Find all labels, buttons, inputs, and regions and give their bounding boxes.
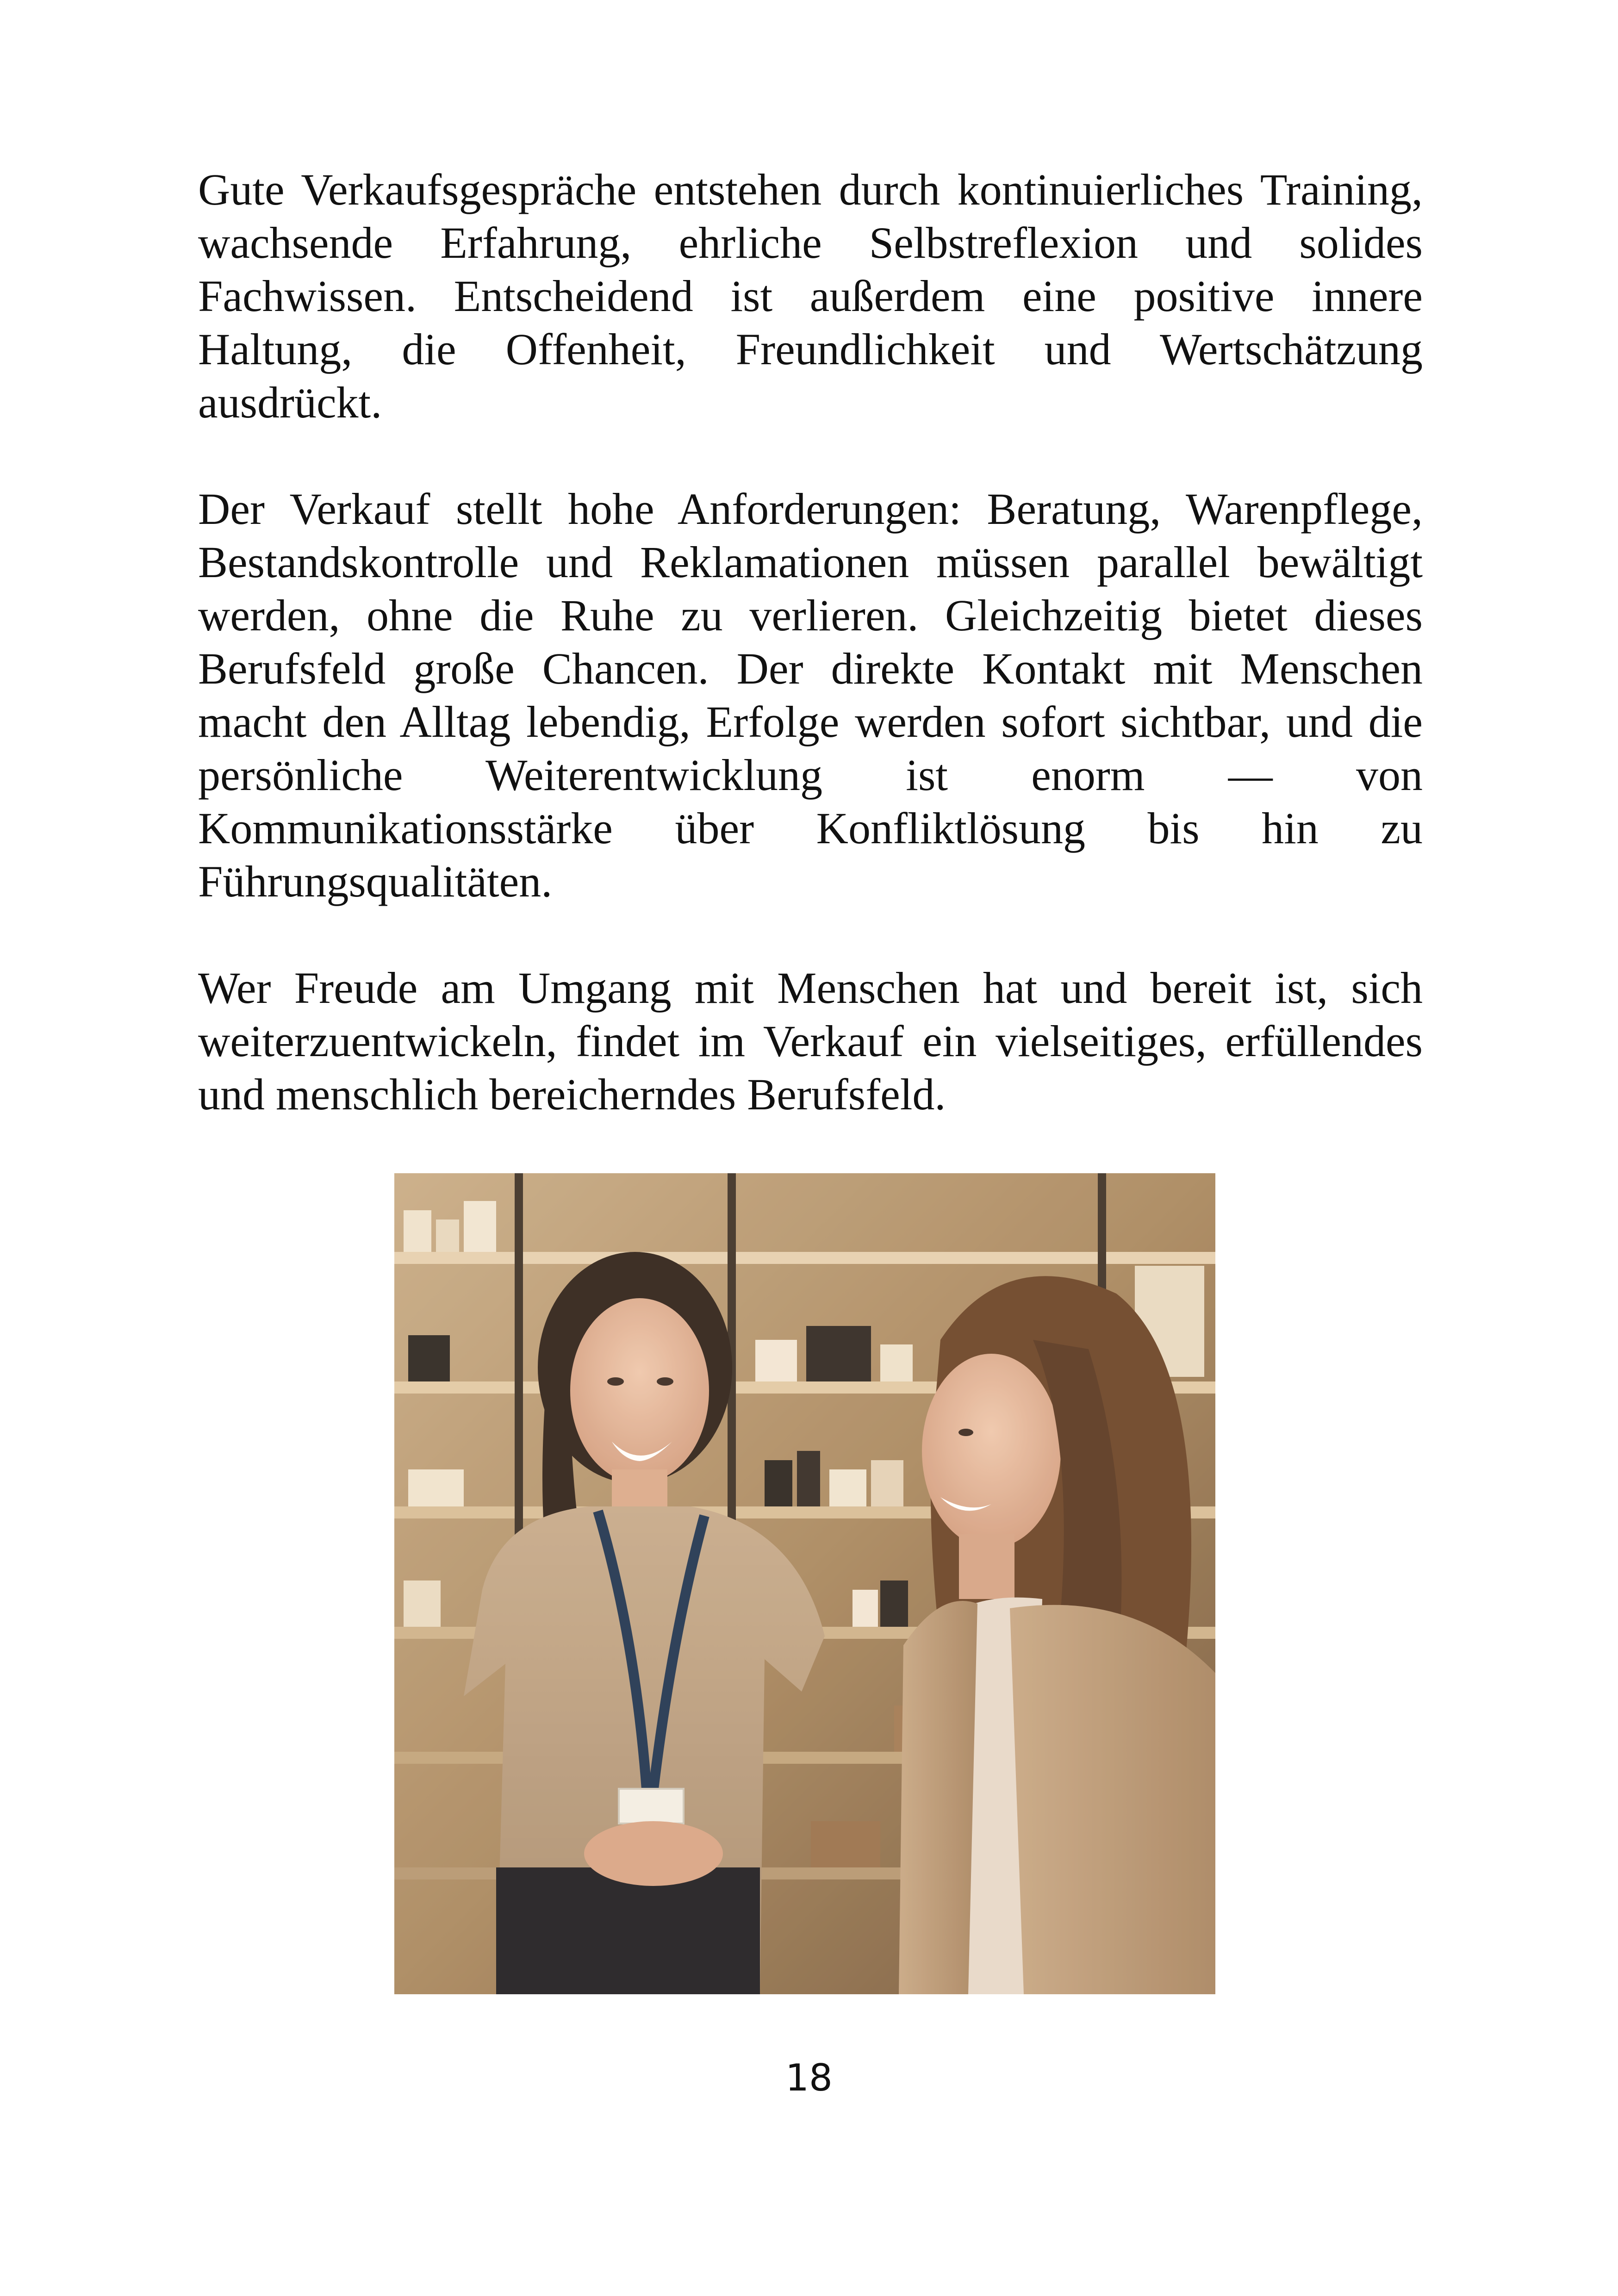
body-text	[198, 163, 1423, 1121]
paragraph-conclusion: Wer Freude am Umgang mit Menschen hat und bereit ist, sich weiterzuentwickeln, findet im Verkauf ein vielseitiges, erfüllendes und menschlich bereicherndes Berufsfeld.	[198, 963, 1423, 1119]
paragraph-requirements: Der Verkauf stellt hohe Anforderungen: Beratung, Warenpflege, Bestandskontrolle und Reklamationen müssen parallel bewältigt werden, ohne die Ruhe zu verlieren. Gleichzeitig bietet dieses Berufsfeld große Chancen. Der direkte Kontakt mit Menschen macht den Alltag lebendig, Erfolge werden sofort sichtbar, und die persönliche Weiterentwicklung ist enorm — von Kommunikationsstärke über Konfliktlösung bis hin zu Führungsqualitäten.	[198, 484, 1423, 906]
paragraph-training: Gute Verkaufsgespräche entstehen durch kontinuierliches Training, wachsende Erfahrung, ehrliche Selbstreflexion und solides Fachwissen. Entscheidend ist außerdem eine positive innere Haltung, die Offenheit, Freundlichkeit und Wertschätzung ausdrückt.	[198, 165, 1423, 427]
sales-conversation-photo	[394, 1173, 1215, 1994]
page-number: 18	[785, 2056, 833, 2099]
